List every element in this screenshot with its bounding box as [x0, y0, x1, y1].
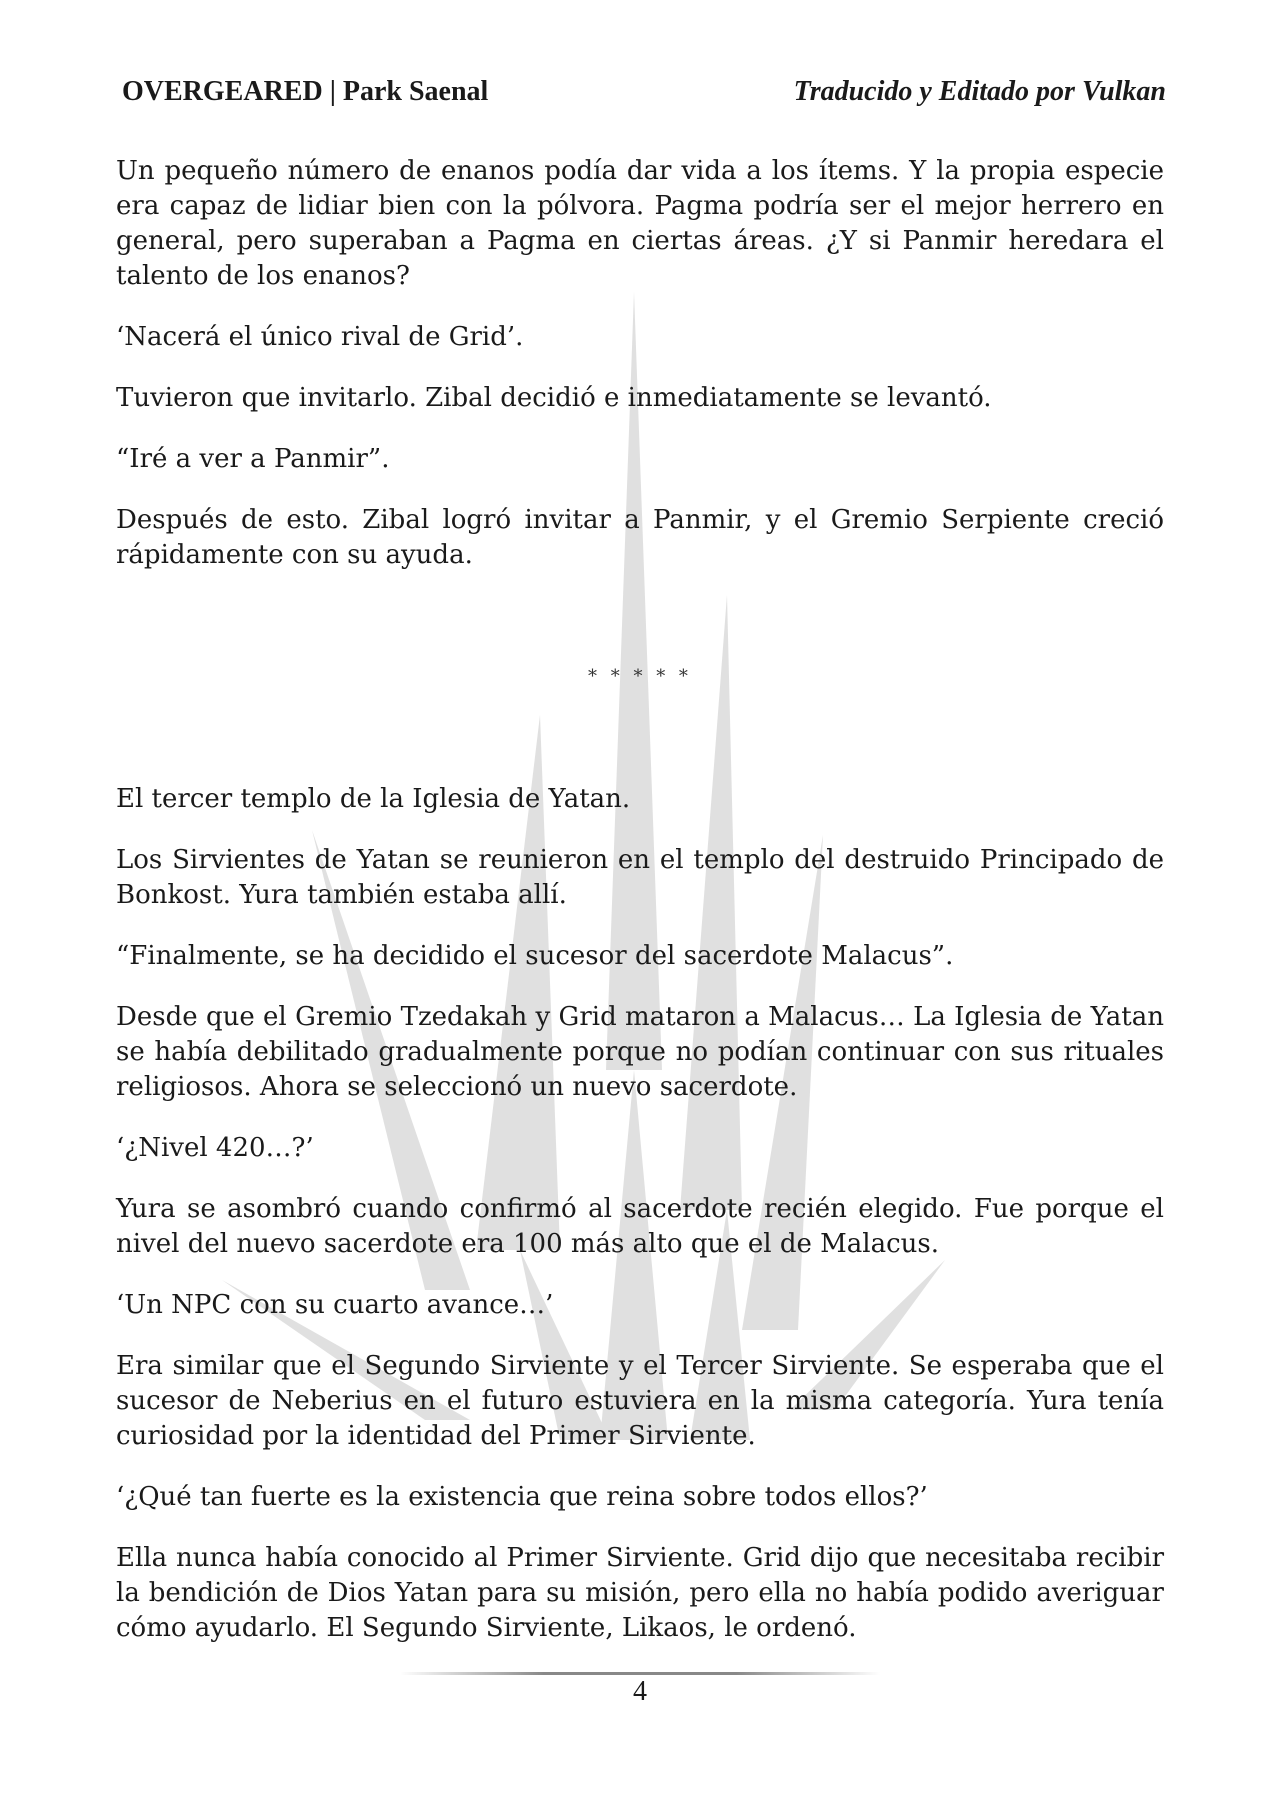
paragraph: Desde que el Gremio Tzedakah y Grid mataron a Malacus… La Iglesia de Yatan se había debilitado gradualmente porque no podían continuar con sus rituales religiosos. Ahora se seleccionó un nuevo sacerdote.	[116, 1002, 1164, 1102]
footer-divider	[400, 1672, 880, 1675]
paragraph: Yura se asombró cuando confirmó al sacerdote recién elegido. Fue porque el nivel del nuevo sacerdote era 100 más alto que el de Malacus.	[116, 1194, 1164, 1259]
book-title: OVERGEARED | Park Saenal	[122, 76, 489, 107]
page-header	[122, 76, 1166, 110]
paragraph: Un pequeño número de enanos podía dar vida a los ítems. Y la propia especie era capaz de lidiar bien con la pólvora. Pagma podría ser el mejor herrero en general, pero superaban a Pagma en ciertas áreas. ¿Y si Panmir heredara el talento de los enanos?	[116, 156, 1164, 291]
paragraph: Tuvieron que invitarlo. Zibal decidió e inmediatamente se levantó.	[116, 383, 992, 413]
paragraph: El tercer templo de la Iglesia de Yatan.	[116, 784, 631, 814]
body-text	[116, 154, 1164, 1672]
paragraph: ‘¿Nivel 420…?’	[116, 1133, 314, 1163]
paragraph: Después de esto. Zibal logró invitar a Panmir, y el Gremio Serpiente creció rápidamente con su ayuda.	[116, 505, 1164, 570]
page-number: 4	[633, 1676, 647, 1707]
paragraph: Era similar que el Segundo Sirviente y el Tercer Sirviente. Se esperaba que el sucesor de Neberius en el futuro estuviera en la misma categoría. Yura tenía curiosidad por la identidad del Primer Sirviente.	[116, 1351, 1164, 1451]
paragraph: ‘¿Qué tan fuerte es la existencia que reina sobre todos ellos?’	[116, 1482, 928, 1512]
translator-credit: Traducido y Editado por Vulkan	[793, 76, 1166, 107]
paragraph: Los Sirvientes de Yatan se reunieron en el templo del destruido Principado de Bonkost. Yura también estaba allí.	[116, 845, 1164, 910]
paragraph: “Iré a ver a Panmir”.	[116, 444, 390, 474]
paragraph: “Finalmente, se ha decidido el sucesor del sacerdote Malacus”.	[116, 941, 954, 971]
paragraph: ‘Un NPC con su cuarto avance…’	[116, 1290, 554, 1320]
paragraph: Ella nunca había conocido al Primer Sirviente. Grid dijo que necesitaba recibir la bendición de Dios Yatan para su misión, pero ella no había podido averiguar cómo ayudarlo. El Segundo Sirviente, Likaos, le ordenó.	[116, 1543, 1164, 1643]
scene-separator: * * * * *	[588, 666, 692, 687]
paragraph: ‘Nacerá el único rival de Grid’.	[116, 322, 524, 352]
